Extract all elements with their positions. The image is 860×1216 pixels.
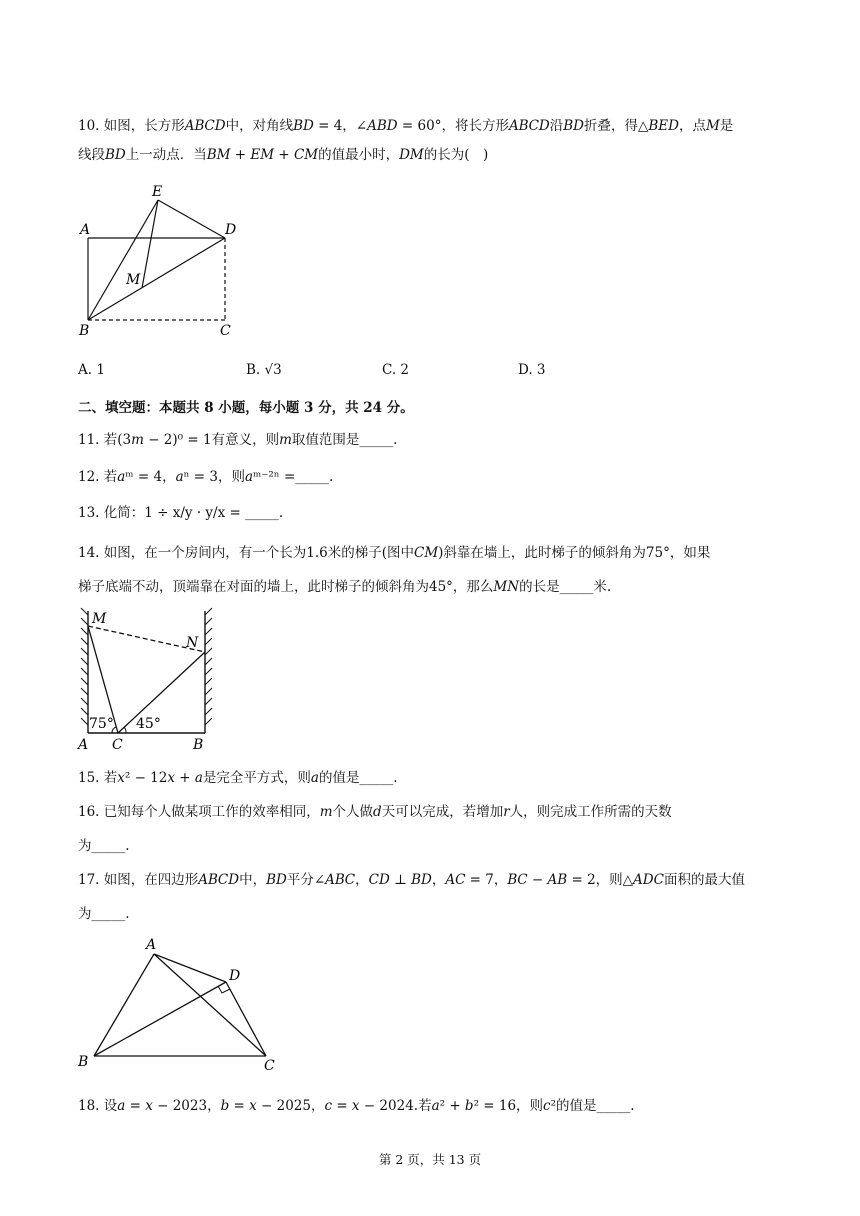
q16-text-line1: 16. 已知每个人做某项工作的效率相同，𝑚个人做𝑑天可以完成，若增加𝑟人，则完成工作所需的天数 [78, 804, 672, 820]
q10-label-d: D [225, 222, 237, 238]
q14-text-line2: 梯子底端不动，顶端靠在对面的墙上，此时梯子的倾斜角为45°，那么𝑀𝑁的长是_____米. [78, 579, 612, 595]
q14-label-a: A [78, 737, 89, 753]
q11-text: 11. 若(3𝑚 − 2)⁰ = 1有意义，则𝑚取值范围是_____. [78, 432, 398, 448]
q10-option-c[interactable]: C. 2 [382, 362, 410, 378]
q16-text-line2: 为_____. [78, 838, 130, 854]
q14-label-n: N [186, 635, 199, 651]
q14-label-c: C [112, 737, 123, 753]
q13-text: 13. 化简：1 ÷ x/y · y/x = _____. [78, 505, 284, 521]
q14-figure [74, 603, 224, 753]
q18-text: 18. 设𝑎 = 𝑥 − 2023，𝑏 = 𝑥 − 2025，𝑐 = 𝑥 − 2024.若𝑎² + 𝑏² = 16，则𝑐²的值是_____. [78, 1098, 635, 1114]
q17-label-d: D [229, 968, 241, 984]
q10-text-line1: 10. 如图，长方形𝐴𝐵𝐶𝐷中，对角线𝐵𝐷 = 4，∠𝐴𝐵𝐷 = 60°，将长方形𝐴𝐵𝐶𝐷沿𝐵𝐷折叠，得△𝐵𝐸𝐷，点𝑀是 [78, 118, 734, 134]
q10-option-a[interactable]: A. 1 [78, 362, 105, 378]
q10-option-b[interactable]: B. √3 [246, 362, 282, 378]
q17-text-line2: 为_____. [78, 906, 130, 922]
q10-label-e: E [152, 184, 163, 200]
q10-label-c: C [220, 323, 231, 339]
q17-label-c: C [264, 1058, 275, 1072]
q14-angle-45: 45° [136, 716, 161, 732]
q10-option-d[interactable]: D. 3 [518, 362, 546, 378]
section-heading-fill-in: 二、填空题：本题共 8 小题，每小题 3 分，共 24 分。 [78, 400, 414, 416]
q14-label-m: M [92, 611, 107, 627]
q10-label-m: M [126, 272, 141, 288]
page-footer: 第 2 页，共 13 页 [378, 1152, 482, 1167]
q12-text: 12. 若𝑎ᵐ = 4，𝑎ⁿ = 3，则𝑎ᵐ⁻²ⁿ =_____. [78, 469, 334, 485]
q14-text-line1: 14. 如图，在一个房间内，有一个长为1.6米的梯子(图中𝐶𝑀)斜靠在墙上，此时梯子的倾斜角为75°，如果 [78, 545, 711, 561]
q17-figure [74, 932, 294, 1072]
q17-label-a: A [146, 937, 157, 953]
q10-figure [74, 180, 244, 340]
q10-label-b: B [79, 323, 90, 339]
q10-label-a: A [80, 222, 91, 238]
q17-text-line1: 17. 如图，在四边形𝐴𝐵𝐶𝐷中，𝐵𝐷平分∠𝐴𝐵𝐶，𝐶𝐷 ⊥ 𝐵𝐷，𝐴𝐶 = 7，𝐵𝐶 − 𝐴𝐵 = 2，则△𝐴𝐷𝐶面积的最大值 [78, 872, 745, 888]
q14-angle-75: 75° [89, 716, 114, 732]
q14-label-b: B [193, 737, 204, 753]
q15-text: 15. 若𝑥² − 12𝑥 + 𝑎是完全平方式，则𝑎的值是_____. [78, 770, 398, 786]
q17-label-b: B [78, 1054, 89, 1070]
q10-text-line2: 线段𝐵𝐷上一动点．当𝐵𝑀 + 𝐸𝑀 + 𝐶𝑀的值最小时，𝐷𝑀的长为( ) [78, 147, 489, 163]
